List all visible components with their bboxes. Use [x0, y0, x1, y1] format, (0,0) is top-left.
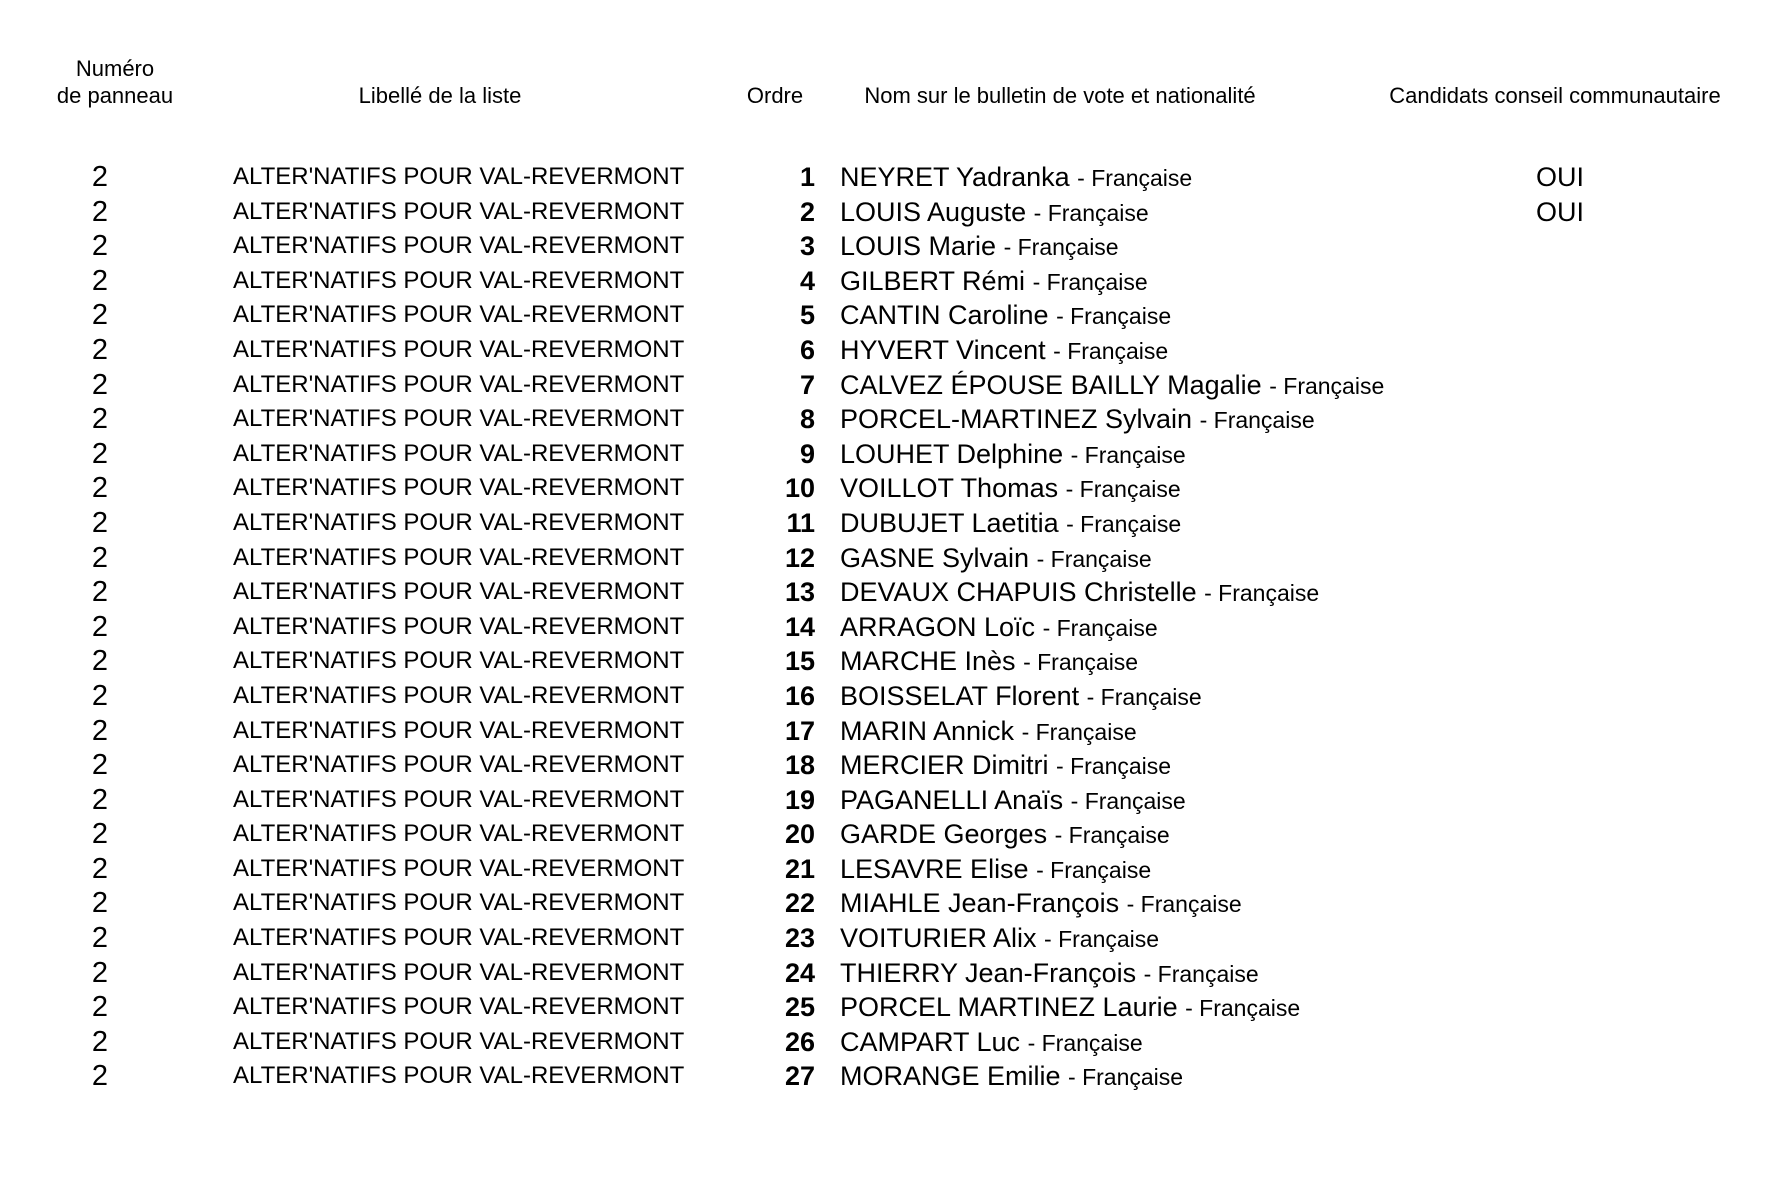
candidate-name-nationality [840, 783, 1186, 818]
candidate-name: MARIN Annick [840, 715, 1015, 746]
candidate-nationality: - Française [1036, 856, 1152, 883]
order-number: 25 [784, 992, 815, 1023]
list-label: ALTER'NATIFS POUR VAL-REVERMONT [233, 474, 685, 502]
list-label: ALTER'NATIFS POUR VAL-REVERMONT [233, 405, 685, 433]
candidate-nationality: - Française [1143, 960, 1259, 987]
candidate-name-nationality [840, 679, 1202, 714]
list-label: ALTER'NATIFS POUR VAL-REVERMONT [233, 889, 685, 917]
candidate-nationality: - Française [1126, 891, 1242, 918]
order-number: 24 [784, 957, 815, 988]
candidate-name: GASNE Sylvain [840, 542, 1030, 573]
panneau-number: 2 [91, 610, 109, 643]
panneau-number: 2 [91, 230, 109, 263]
table-row [0, 160, 1789, 195]
panneau-number: 2 [91, 991, 109, 1024]
candidate-nationality: - Française [1032, 268, 1148, 295]
order-number: 8 [799, 404, 815, 435]
panneau-number: 2 [91, 749, 109, 782]
list-label: ALTER'NATIFS POUR VAL-REVERMONT [233, 439, 685, 467]
list-label: ALTER'NATIFS POUR VAL-REVERMONT [233, 612, 685, 640]
candidate-name-nationality [840, 575, 1319, 610]
list-label: ALTER'NATIFS POUR VAL-REVERMONT [233, 647, 685, 675]
table-row [0, 195, 1789, 230]
candidate-nationality: - Française [1027, 1029, 1143, 1056]
candidate-name-nationality [840, 1059, 1183, 1094]
candidate-name: PORCEL-MARTINEZ Sylvain [840, 404, 1193, 435]
candidate-name: ARRAGON Loïc [840, 611, 1036, 642]
candidate-nationality: - Française [1023, 649, 1139, 676]
candidate-name-nationality [840, 333, 1168, 368]
table-row [0, 575, 1789, 610]
table-row [0, 1059, 1789, 1094]
candidate-nationality: - Française [1269, 372, 1385, 399]
candidate-name-nationality [840, 437, 1186, 472]
list-label: ALTER'NATIFS POUR VAL-REVERMONT [233, 232, 685, 260]
order-number: 26 [784, 1026, 815, 1057]
candidate-name: CANTIN Caroline [840, 300, 1049, 331]
candidate-nationality: - Française [1070, 441, 1186, 468]
panneau-number: 2 [91, 679, 109, 712]
candidate-name-nationality [840, 195, 1149, 230]
candidate-name-nationality [840, 644, 1138, 679]
conseil-communautaire-flag: OUI [1535, 162, 1584, 192]
candidate-name: MIAHLE Jean-François [840, 888, 1120, 919]
panneau-number: 2 [91, 368, 109, 401]
candidate-nationality: - Française [1036, 545, 1152, 572]
panneau-number: 2 [91, 299, 109, 332]
table-row [0, 644, 1789, 679]
list-label: ALTER'NATIFS POUR VAL-REVERMONT [233, 508, 685, 536]
candidate-name-nationality [840, 298, 1171, 333]
list-label: ALTER'NATIFS POUR VAL-REVERMONT [233, 785, 685, 813]
list-label: ALTER'NATIFS POUR VAL-REVERMONT [233, 716, 685, 744]
order-number: 23 [784, 923, 815, 954]
list-label: ALTER'NATIFS POUR VAL-REVERMONT [233, 1027, 685, 1055]
list-label: ALTER'NATIFS POUR VAL-REVERMONT [233, 370, 685, 398]
candidate-name: VOITURIER Alix [840, 923, 1037, 954]
candidate-name: NEYRET Yadranka [840, 162, 1070, 192]
candidate-nationality: - Française [1003, 234, 1119, 261]
panneau-number: 2 [91, 852, 109, 885]
panneau-number: 2 [91, 161, 109, 193]
table-row [0, 783, 1789, 818]
candidate-name-nationality [840, 714, 1137, 749]
order-number: 3 [799, 231, 815, 262]
candidate-name-nationality [840, 160, 1192, 195]
candidate-nationality: - Française [1021, 718, 1137, 745]
candidate-name: LOUHET Delphine [840, 438, 1064, 469]
list-label: ALTER'NATIFS POUR VAL-REVERMONT [233, 993, 685, 1021]
list-label: ALTER'NATIFS POUR VAL-REVERMONT [233, 163, 685, 190]
candidate-nationality: - Française [1204, 580, 1320, 607]
table-row [0, 679, 1789, 714]
header-panneau [40, 55, 190, 109]
table-row [0, 1025, 1789, 1060]
order-number: 4 [799, 265, 815, 296]
panneau-number: 2 [91, 576, 109, 609]
list-label: ALTER'NATIFS POUR VAL-REVERMONT [233, 1062, 685, 1090]
order-number: 9 [799, 438, 815, 469]
candidate-name: DUBUJET Laetitia [840, 507, 1059, 538]
panneau-number: 2 [91, 645, 109, 678]
candidate-name-nationality [840, 471, 1181, 506]
candidate-nationality: - Française [1065, 476, 1181, 503]
table-row [0, 852, 1789, 887]
order-number: 19 [784, 784, 815, 815]
list-label: ALTER'NATIFS POUR VAL-REVERMONT [233, 751, 685, 779]
table-row [0, 368, 1789, 403]
candidate-nationality: - Française [1044, 926, 1160, 953]
conseil-communautaire-flag: OUI [1535, 196, 1584, 227]
order-number: 27 [784, 1061, 815, 1092]
candidate-nationality: - Française [1054, 822, 1170, 849]
candidate-nationality: - Française [1066, 510, 1182, 537]
list-label: ALTER'NATIFS POUR VAL-REVERMONT [233, 924, 685, 952]
order-number: 12 [784, 542, 815, 573]
candidate-name-nationality [840, 229, 1119, 264]
table-row [0, 506, 1789, 541]
candidate-name-nationality [840, 264, 1148, 299]
candidate-nationality: - Française [1033, 199, 1149, 226]
list-label: ALTER'NATIFS POUR VAL-REVERMONT [233, 266, 685, 294]
candidate-table-body [0, 160, 1789, 1094]
table-row [0, 333, 1789, 368]
panneau-number: 2 [91, 195, 109, 228]
list-label: ALTER'NATIFS POUR VAL-REVERMONT [233, 854, 685, 882]
table-row [0, 748, 1789, 783]
candidate-name: PAGANELLI Anaïs [840, 784, 1064, 815]
panneau-number: 2 [91, 1025, 109, 1058]
order-number: 7 [799, 369, 815, 400]
table-row [0, 817, 1789, 852]
panneau-number: 2 [91, 403, 109, 436]
list-label: ALTER'NATIFS POUR VAL-REVERMONT [233, 301, 685, 329]
order-number: 18 [784, 750, 815, 781]
candidate-name: PORCEL MARTINEZ Laurie [840, 992, 1178, 1023]
table-row [0, 471, 1789, 506]
list-label: ALTER'NATIFS POUR VAL-REVERMONT [233, 197, 685, 225]
candidate-name: DEVAUX CHAPUIS Christelle [840, 577, 1197, 608]
table-row [0, 437, 1789, 472]
candidate-nationality: - Française [1053, 337, 1169, 364]
header-panneau-line2: de panneau [56, 83, 174, 108]
candidate-nationality: - Française [1185, 995, 1301, 1022]
candidate-name: LOUIS Marie [840, 231, 997, 262]
panneau-number: 2 [91, 506, 109, 539]
order-number: 10 [784, 473, 815, 504]
panneau-number: 2 [91, 264, 109, 297]
candidate-nationality: - Française [1077, 165, 1193, 191]
table-row [0, 886, 1789, 921]
order-number: 20 [784, 819, 815, 850]
table-row [0, 541, 1789, 576]
header-ordre: Ordre [746, 83, 804, 108]
list-label: ALTER'NATIFS POUR VAL-REVERMONT [233, 958, 685, 986]
candidate-name-nationality [840, 368, 1384, 403]
candidate-name: LESAVRE Elise [840, 853, 1029, 884]
candidate-name: CALVEZ ÉPOUSE BAILLY Magalie [840, 369, 1262, 400]
header-panneau-line1: Numéro [75, 56, 155, 81]
candidate-nationality: - Française [1199, 407, 1315, 434]
candidate-nationality: - Française [1070, 787, 1186, 814]
table-row [0, 264, 1789, 299]
candidate-name: CAMPART Luc [840, 1026, 1021, 1057]
header-libelle: Libellé de la liste [358, 83, 522, 108]
order-number: 13 [784, 577, 815, 608]
candidate-name-nationality [840, 817, 1170, 852]
header-nom: Nom sur le bulletin de vote et nationalité [864, 83, 1256, 108]
candidate-name: GARDE Georges [840, 819, 1048, 850]
panneau-number: 2 [91, 714, 109, 747]
candidate-name: MERCIER Dimitri [840, 750, 1049, 781]
candidate-nationality: - Française [1056, 303, 1172, 330]
panneau-number: 2 [91, 783, 109, 816]
table-row [0, 298, 1789, 333]
list-label: ALTER'NATIFS POUR VAL-REVERMONT [233, 543, 685, 571]
candidate-name: BOISSELAT Florent [840, 680, 1080, 711]
order-number: 15 [784, 646, 815, 677]
panneau-number: 2 [91, 472, 109, 505]
table-row [0, 921, 1789, 956]
panneau-number: 2 [91, 922, 109, 955]
order-number: 22 [784, 888, 815, 919]
order-number: 5 [799, 300, 815, 331]
candidate-name: MARCHE Inès [840, 646, 1016, 677]
candidate-name: MORANGE Emilie [840, 1061, 1061, 1092]
candidate-name: THIERRY Jean-François [840, 957, 1137, 988]
candidate-name-nationality [840, 541, 1152, 576]
list-label: ALTER'NATIFS POUR VAL-REVERMONT [233, 578, 685, 606]
table-row [0, 229, 1789, 264]
table-row [0, 714, 1789, 749]
candidate-name: HYVERT Vincent [840, 334, 1046, 365]
panneau-number: 2 [91, 818, 109, 851]
panneau-number: 2 [91, 956, 109, 989]
list-label: ALTER'NATIFS POUR VAL-REVERMONT [233, 681, 685, 709]
order-number: 2 [799, 196, 815, 227]
candidate-name-nationality [840, 748, 1171, 783]
order-number: 16 [784, 680, 815, 711]
order-number: 1 [799, 162, 815, 192]
panneau-number: 2 [91, 1060, 109, 1093]
panneau-number: 2 [91, 541, 109, 574]
panneau-number: 2 [91, 887, 109, 920]
candidate-name-nationality [840, 1025, 1143, 1060]
order-number: 14 [784, 611, 815, 642]
candidate-name-nationality [840, 852, 1151, 887]
table-row [0, 956, 1789, 991]
order-number: 17 [784, 715, 815, 746]
candidate-nationality: - Française [1068, 1064, 1184, 1091]
list-label: ALTER'NATIFS POUR VAL-REVERMONT [233, 820, 685, 848]
order-number: 6 [799, 334, 815, 365]
candidate-name: VOILLOT Thomas [840, 473, 1059, 504]
candidate-name-nationality [840, 610, 1158, 645]
table-row [0, 402, 1789, 437]
panneau-number: 2 [91, 333, 109, 366]
panneau-number: 2 [91, 437, 109, 470]
order-number: 11 [786, 507, 815, 538]
candidate-nationality: - Française [1042, 614, 1158, 641]
candidate-name: GILBERT Rémi [840, 265, 1026, 296]
list-label: ALTER'NATIFS POUR VAL-REVERMONT [233, 335, 685, 363]
candidate-nationality: - Française [1056, 753, 1172, 780]
candidate-name-nationality [840, 506, 1181, 541]
candidate-name-nationality [840, 956, 1259, 991]
table-row [0, 610, 1789, 645]
candidate-name-nationality [840, 886, 1242, 921]
candidate-name-nationality [840, 402, 1315, 437]
candidate-name-nationality [840, 921, 1159, 956]
order-number: 21 [784, 853, 815, 884]
table-row [0, 990, 1789, 1025]
candidate-nationality: - Française [1086, 683, 1202, 710]
candidate-name-nationality [840, 990, 1300, 1025]
candidate-name: LOUIS Auguste [840, 196, 1027, 227]
header-conseil-communautaire: Candidats conseil communautaire [1389, 83, 1721, 108]
